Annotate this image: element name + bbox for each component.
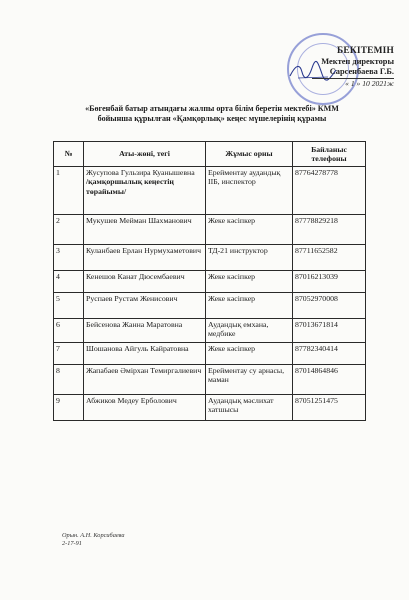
cell-workplace-text: Ерейментау су арнасы, маман bbox=[208, 366, 285, 385]
approval-title: БЕКІТЕМІН bbox=[337, 46, 394, 56]
footer-executor: Орын. А.Н. Корсибаева bbox=[62, 532, 125, 539]
footer bbox=[62, 532, 124, 547]
table-row bbox=[54, 395, 366, 421]
cell-number-text: 7 bbox=[56, 344, 60, 353]
cell-number-text: 9 bbox=[56, 396, 60, 405]
table-header-row bbox=[54, 142, 366, 167]
cell-name-text: Бейсенова Жанна Маратовна bbox=[86, 320, 183, 329]
cell-phone bbox=[293, 293, 366, 319]
cell-name-text: Куланбаев Ерлан Нурмухаметович bbox=[86, 246, 202, 255]
cell-workplace bbox=[206, 293, 293, 319]
approval-block bbox=[268, 46, 394, 89]
cell-number bbox=[54, 395, 84, 421]
footer-phone: 2-17-91 bbox=[62, 539, 82, 547]
cell-workplace-text: Аудандық мәслихат хатшысы bbox=[208, 396, 274, 415]
cell-name-text: Шошанова Айгуль Кайратовна bbox=[86, 344, 189, 353]
cell-phone bbox=[293, 245, 366, 271]
cell-phone bbox=[293, 365, 366, 395]
cell-name bbox=[84, 271, 206, 293]
cell-name-text: Кенешов Канат Дюсембаевич bbox=[86, 272, 185, 281]
cell-phone bbox=[293, 271, 366, 293]
document-title bbox=[62, 104, 362, 124]
cell-number-text: 1 bbox=[56, 168, 60, 177]
table-row bbox=[54, 343, 366, 365]
cell-phone-text: 87014864846 bbox=[295, 366, 338, 375]
cell-workplace bbox=[206, 271, 293, 293]
header-name: Аты-жөні, тегі bbox=[84, 142, 206, 167]
cell-workplace bbox=[206, 365, 293, 395]
cell-name-text: Руспаев Рустам Женисович bbox=[86, 294, 178, 303]
cell-workplace-text: Ерейментау аудандық ІІБ, инспектор bbox=[208, 168, 281, 187]
cell-phone-text: 87016213039 bbox=[295, 272, 338, 281]
cell-workplace bbox=[206, 245, 293, 271]
cell-workplace-text: Жеке кәсіпкер bbox=[208, 272, 256, 281]
cell-name bbox=[84, 293, 206, 319]
cell-name-text: Жапабаев Әмірхан Темиргалиевич bbox=[86, 366, 202, 375]
table-row bbox=[54, 167, 366, 215]
table-row bbox=[54, 245, 366, 271]
cell-name bbox=[84, 167, 206, 215]
header-phone: Байланыс телефоны bbox=[293, 142, 366, 167]
cell-workplace-text: Аудандық емхана, медбике bbox=[208, 320, 269, 339]
cell-name bbox=[84, 343, 206, 365]
cell-number bbox=[54, 343, 84, 365]
cell-phone bbox=[293, 343, 366, 365]
cell-workplace bbox=[206, 343, 293, 365]
cell-name bbox=[84, 245, 206, 271]
cell-number-text: 4 bbox=[56, 272, 60, 281]
approval-position: Мектеп директоры bbox=[321, 56, 394, 66]
cell-number bbox=[54, 167, 84, 215]
cell-number-text: 6 bbox=[56, 320, 60, 329]
cell-number-text: 3 bbox=[56, 246, 60, 255]
members-table bbox=[53, 141, 366, 421]
header-number: № bbox=[54, 142, 84, 167]
cell-workplace-text: Жеке кәсіпкер bbox=[208, 344, 256, 353]
cell-number-text: 8 bbox=[56, 366, 60, 375]
cell-name bbox=[84, 215, 206, 245]
cell-number bbox=[54, 245, 84, 271]
cell-role-text: /қамқоршылық кеңестің төрайымы/ bbox=[86, 177, 174, 196]
table-row bbox=[54, 271, 366, 293]
table-row bbox=[54, 293, 366, 319]
cell-workplace-text: ТД-21 инструктор bbox=[208, 246, 268, 255]
cell-name bbox=[84, 395, 206, 421]
cell-phone bbox=[293, 167, 366, 215]
table-row bbox=[54, 365, 366, 395]
cell-phone-text: 87764278778 bbox=[295, 168, 338, 177]
cell-workplace bbox=[206, 167, 293, 215]
cell-phone-text: 87782340414 bbox=[295, 344, 338, 353]
cell-phone-text: 87051251475 bbox=[295, 396, 338, 405]
cell-number bbox=[54, 215, 84, 245]
cell-phone-text: 87778829218 bbox=[295, 216, 338, 225]
cell-name bbox=[84, 319, 206, 343]
cell-phone bbox=[293, 319, 366, 343]
cell-workplace bbox=[206, 319, 293, 343]
cell-workplace-text: Жеке кәсіпкер bbox=[208, 216, 256, 225]
header-workplace: Жұмыс орны bbox=[206, 142, 293, 167]
table-row bbox=[54, 319, 366, 343]
table-row bbox=[54, 215, 366, 245]
cell-number bbox=[54, 365, 84, 395]
document-title-line2: бойынша құрылған «Қамқорлық» кеңес мүшелерінің құрамы bbox=[97, 114, 327, 123]
cell-phone-text: 87013671814 bbox=[295, 320, 338, 329]
approval-date: « 1 » 10 2021ж bbox=[345, 78, 394, 88]
cell-number bbox=[54, 293, 84, 319]
approval-director-name: Сарсенбаева Г.Б. bbox=[312, 67, 394, 79]
cell-number bbox=[54, 319, 84, 343]
cell-number bbox=[54, 271, 84, 293]
cell-number-text: 2 bbox=[56, 216, 60, 225]
cell-workplace-text: Жеке кәсіпкер bbox=[208, 294, 256, 303]
cell-phone bbox=[293, 215, 366, 245]
cell-workplace bbox=[206, 215, 293, 245]
cell-number-text: 5 bbox=[56, 294, 60, 303]
cell-name-text: Мукушев Мейман Шахманович bbox=[86, 216, 192, 225]
document-title-line1: «Бөгенбай батыр атындағы жалпы орта білім беретін мектебі» КММ bbox=[85, 104, 339, 113]
cell-name-text: Жусупова Гульзира Куанышевна bbox=[86, 168, 195, 177]
cell-name-text: Абжиков Медеу Ерболович bbox=[86, 396, 177, 405]
cell-workplace bbox=[206, 395, 293, 421]
cell-phone-text: 87711652582 bbox=[295, 246, 338, 255]
cell-phone bbox=[293, 395, 366, 421]
cell-phone-text: 87052970008 bbox=[295, 294, 338, 303]
cell-name bbox=[84, 365, 206, 395]
